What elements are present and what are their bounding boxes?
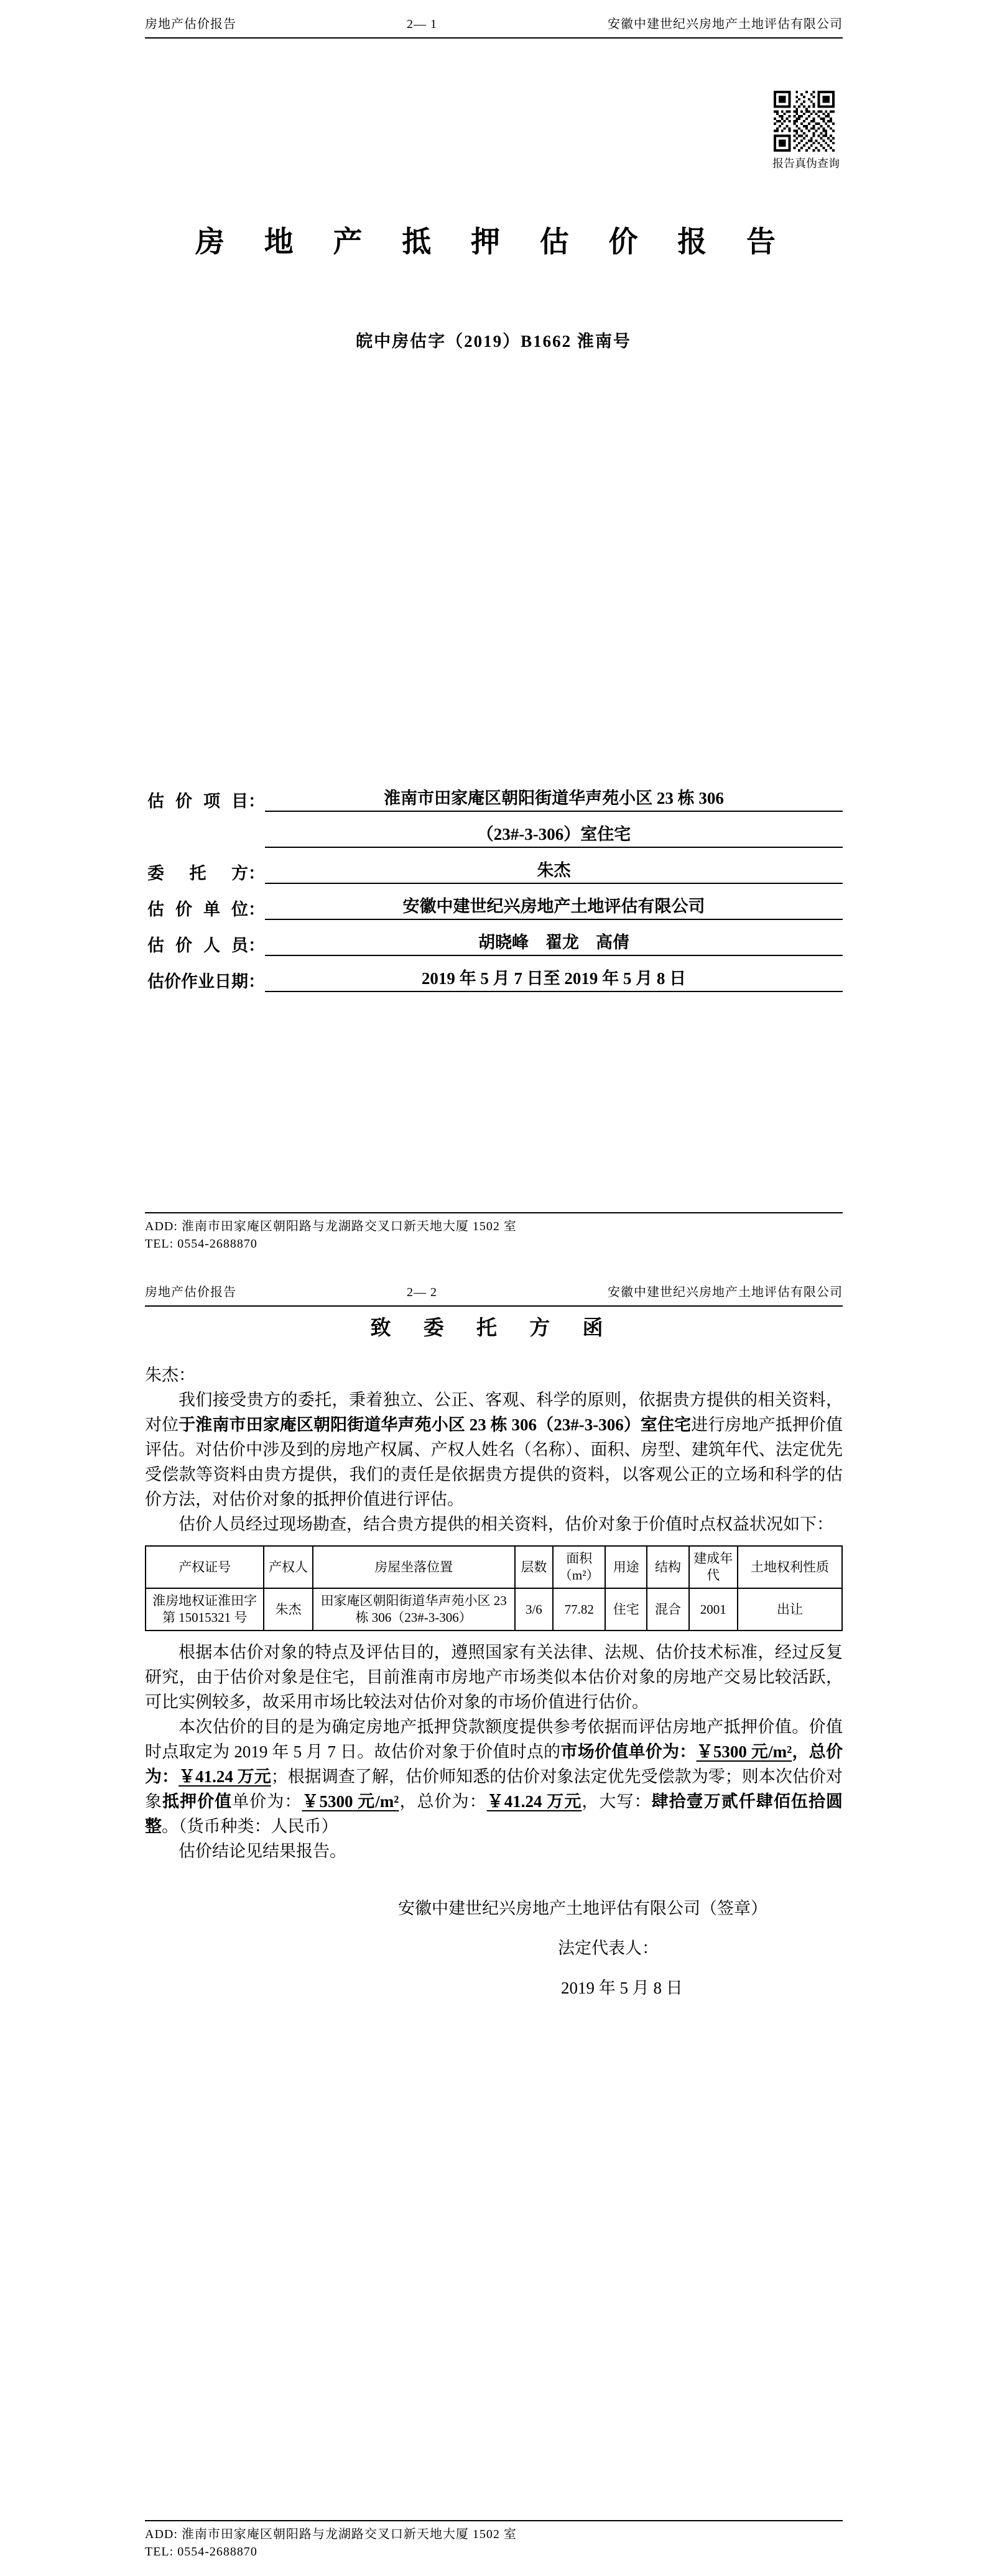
signature-company: 安徽中建世纪兴房地产土地评估有限公司（签章） bbox=[398, 1899, 767, 1918]
market-value-label: 市场价值单价为： bbox=[560, 1742, 697, 1761]
col-header-use: 用途 bbox=[605, 1546, 647, 1588]
form-row-staff bbox=[147, 920, 843, 956]
col-header-floor: 层数 bbox=[515, 1546, 554, 1588]
form-row-project bbox=[147, 776, 843, 812]
col-header-area: 面积（m²） bbox=[553, 1546, 605, 1588]
paragraph-commission bbox=[145, 1387, 843, 1512]
col-header-land-right: 土地权利性质 bbox=[738, 1546, 842, 1588]
footer-phone: TEL: 0554-2688870 bbox=[145, 1237, 257, 1251]
project-value-line1: 淮南市田家庵区朝阳街道华声苑小区 23 栋 306 bbox=[265, 784, 843, 812]
header-doc-type: 房地产估价报告 bbox=[145, 1286, 236, 1299]
qr-caption: 报告真伪查询 bbox=[772, 157, 840, 170]
footer-address: ADD: 淮南市田家庵区朝阳路与龙湖路交叉口新天地大厦 1502 室 bbox=[145, 1220, 517, 1233]
qr-block bbox=[772, 91, 840, 171]
market-total-price: ￥41.24 万元 bbox=[178, 1767, 271, 1786]
market-unit-price: ￥5300 元/m² bbox=[696, 1742, 792, 1761]
form-row-date bbox=[147, 956, 843, 992]
text-segment: 。（货币种类：人民币） bbox=[162, 1817, 338, 1836]
col-header-owner: 产权人 bbox=[264, 1546, 312, 1588]
letter-body bbox=[145, 1363, 843, 2000]
col-header-location: 房屋坐落位置 bbox=[313, 1546, 515, 1588]
agency-label: 估价单位 bbox=[147, 900, 248, 919]
text-segment: 单价为： bbox=[232, 1792, 302, 1811]
page2-running-footer bbox=[145, 2520, 843, 2560]
col-header-year: 建成年代 bbox=[689, 1546, 738, 1588]
form-row-agency bbox=[147, 884, 843, 920]
label-colon: ： bbox=[248, 972, 265, 991]
cell-year: 2001 bbox=[689, 1588, 738, 1631]
text-segment: 本次估价的目的是为确定房地产抵押贷款额度提供参考依据而评估房地产抵押价值。价值时点取定为 2019 年 5 月 7 日。故估价对象于价值时点的 bbox=[145, 1718, 843, 1761]
footer-phone: TEL: 0554-2688870 bbox=[145, 2545, 257, 2559]
page-1 bbox=[0, 0, 987, 1268]
legal-representative: 法定代表人： bbox=[558, 1939, 659, 1957]
label-colon: ： bbox=[248, 864, 265, 883]
col-header-cert-no: 产权证号 bbox=[146, 1546, 264, 1588]
table-data-row bbox=[146, 1588, 842, 1631]
cover-form bbox=[147, 776, 843, 992]
paragraph-valuation bbox=[145, 1714, 843, 1839]
label-colon: ： bbox=[248, 900, 265, 919]
cell-location: 田家庵区朝阳街道华声苑小区 23 栋 306（23#-3-306） bbox=[313, 1588, 515, 1631]
staff-label: 估价人员 bbox=[147, 936, 248, 955]
text-segment: 进行房地产抵押价值评估。对估价中涉及到的房地产权属、产权人姓名（名称）、面积、房型、建筑年代、法定优先受偿款等资料由贵方提供，我们的责任是依据贵方提供的资料，以客观公正的立场和科学的估价方法，对估价对象的抵押价值进行评估。 bbox=[145, 1415, 843, 1509]
qr-code-icon bbox=[774, 91, 835, 152]
footer-address: ADD: 淮南市田家庵区朝阳路与龙湖路交叉口新天地大厦 1502 室 bbox=[145, 2528, 517, 2541]
subject-property-text: 于淮南市田家庵区朝阳街道华声苑小区 23 栋 306（23#-3-306）室住宅 bbox=[178, 1415, 692, 1434]
header-page-number: 2— 1 bbox=[407, 17, 437, 31]
paragraph-method: 根据本估价对象的特点及评估目的，遵照国家有关法律、法规、估价技术标准，经过反复研究，由于估价对象是住宅，目前淮南市房地产市场类似本估价对象的房地产交易比较活跃，可比实例较多，故采用市场比较法对估价对象的市场价值进行估价。 bbox=[145, 1643, 843, 1711]
mortgage-total-price: ￥41.24 万元 bbox=[486, 1792, 582, 1811]
work-date-label: 估价作业日期 bbox=[147, 972, 248, 991]
text-segment: 我们接受贵方的委托，秉着独立、公正、客观、科学的原则，依据贵方提供的相关资料，对位 bbox=[145, 1391, 843, 1434]
closing-line: 估价结论见结果报告。 bbox=[178, 1842, 346, 1861]
form-row-client bbox=[147, 848, 843, 884]
paragraph-survey: 估价人员经过现场勘查，结合贵方提供的相关资料，估价对象于价值时点权益状况如下： bbox=[178, 1515, 833, 1534]
table-header-row bbox=[146, 1546, 842, 1588]
agency-value: 安徽中建世纪兴房地产土地评估有限公司 bbox=[265, 893, 843, 920]
signature-date: 2019 年 5 月 8 日 bbox=[561, 1979, 683, 1997]
work-date-value: 2019 年 5 月 7 日至 2019 年 5 月 8 日 bbox=[265, 965, 843, 992]
text-segment: ，总价为： bbox=[399, 1792, 487, 1811]
property-rights-table bbox=[145, 1545, 843, 1631]
project-label: 估价项目 bbox=[147, 792, 248, 811]
cell-floor: 3/6 bbox=[515, 1588, 554, 1631]
cell-cert-no: 淮房地权证淮田字第 15015321 号 bbox=[146, 1588, 264, 1631]
page1-running-footer bbox=[145, 1212, 843, 1253]
header-page-number: 2— 2 bbox=[407, 1286, 437, 1299]
page1-running-header bbox=[145, 14, 843, 39]
text-segment: ；根据调查了解，估价师知悉的估价对象法定优先受偿款为零；则本次估价对象 bbox=[145, 1767, 843, 1811]
label-colon: ： bbox=[248, 936, 265, 955]
cell-area: 77.82 bbox=[553, 1588, 605, 1631]
cell-structure: 混合 bbox=[647, 1588, 688, 1631]
client-label: 委托方 bbox=[147, 864, 248, 883]
cell-land-right: 出让 bbox=[738, 1588, 842, 1631]
col-header-structure: 结构 bbox=[647, 1546, 688, 1588]
mortgage-unit-price: ￥5300 元/m² bbox=[302, 1792, 399, 1811]
mortgage-value-label: 抵押价值 bbox=[162, 1792, 233, 1811]
report-number: 皖中房估字（2019）B1662 淮南号 bbox=[356, 332, 631, 351]
header-doc-type: 房地产估价报告 bbox=[145, 17, 236, 31]
project-value-line2: （23#-3-306）室住宅 bbox=[265, 821, 843, 848]
header-company-name: 安徽中建世纪兴房地产土地评估有限公司 bbox=[608, 17, 843, 31]
total-price-label: ，总价为： bbox=[145, 1742, 843, 1786]
cell-owner: 朱杰 bbox=[264, 1588, 312, 1631]
staff-value: 胡晓峰 翟龙 高倩 bbox=[265, 929, 843, 956]
letter-title: 致 委 托 方 函 bbox=[370, 1317, 617, 1340]
client-value: 朱杰 bbox=[265, 857, 843, 884]
header-company-name: 安徽中建世纪兴房地产土地评估有限公司 bbox=[608, 1286, 843, 1299]
form-row-project-2 bbox=[147, 812, 843, 848]
salutation: 朱杰： bbox=[145, 1366, 195, 1384]
page2-running-header bbox=[145, 1282, 843, 1307]
report-title: 房 地 产 抵 押 估 价 报 告 bbox=[195, 226, 792, 259]
cell-use: 住宅 bbox=[605, 1588, 647, 1631]
amount-in-words: 肆拾壹万贰仟肆佰伍拾圆整 bbox=[145, 1792, 843, 1836]
page-2 bbox=[0, 1268, 987, 2576]
text-segment: ，大写： bbox=[582, 1792, 652, 1811]
label-colon: ： bbox=[248, 792, 265, 811]
